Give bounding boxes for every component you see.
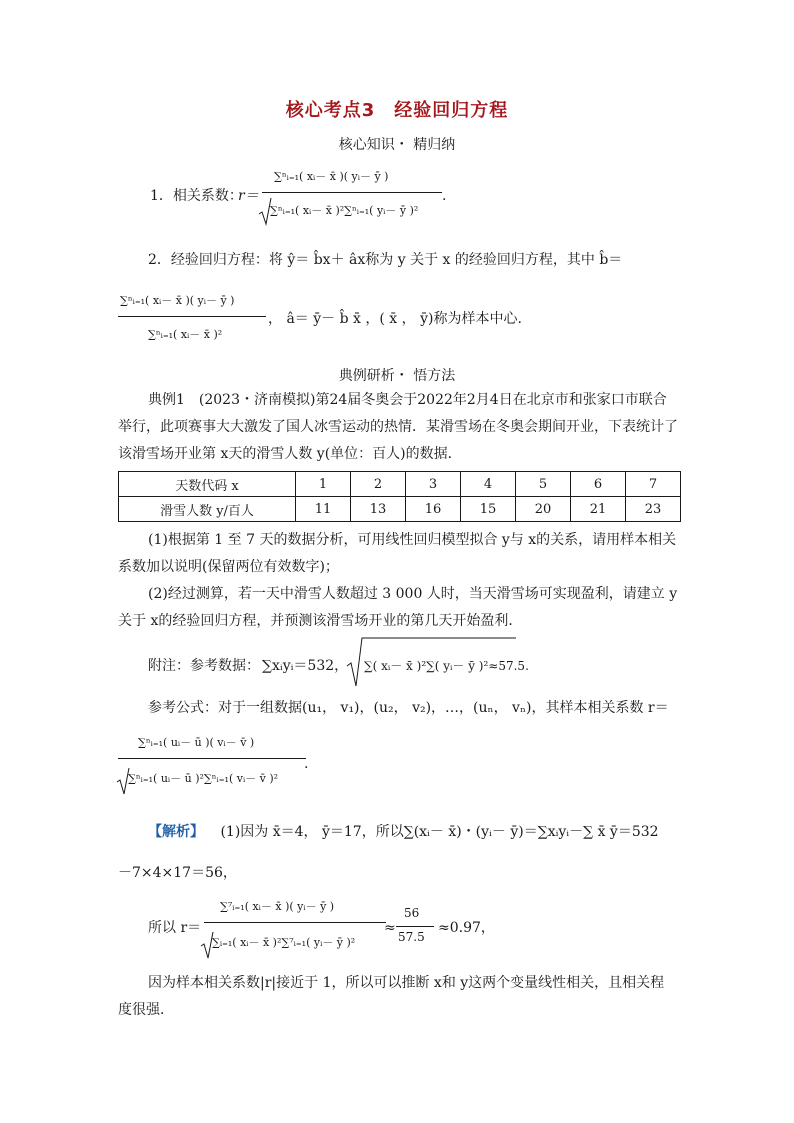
item2-denominator: ∑ⁿᵢ₌₁( xᵢ－ x̄ )²	[148, 328, 223, 341]
solution-line1	[148, 822, 659, 842]
section-heading-examples: 典例研析・ 悟方法	[338, 368, 456, 384]
table-cell: 16	[406, 497, 461, 522]
item1-sqrt-sign	[258, 196, 272, 226]
solution-r-fraction-bar	[204, 922, 386, 923]
data-table	[118, 471, 681, 522]
solution-approx1: ≈	[384, 920, 396, 936]
solution-r-label: 所以 r＝	[148, 920, 202, 936]
question1-line1: (1)根据第 1 至 7 天的数据分析，可用线性回归模型拟合 y与 x的关系，请用样本相关	[148, 532, 677, 548]
solution-r-denominator: ∑ᵢ₌₁( xᵢ－ x̄ )²∑⁷ᵢ₌₁( yᵢ－ ȳ )²	[212, 936, 356, 949]
table-row	[119, 497, 681, 522]
item1-end: .	[442, 188, 447, 204]
solution-numeric-fraction	[396, 906, 436, 950]
question2-line1: (2)经过测算，若一天中滑雪人数超过 3 000 人时，当天滑雪场可实现盈利，请建立 y	[148, 586, 678, 602]
table-cell: 6	[571, 472, 626, 497]
example-line1: 典例1 (2023・济南模拟)第24届冬奥会于2022年2月4日在北京市和张家口市联合	[148, 392, 667, 408]
item1-fraction-bar	[262, 192, 442, 193]
item1-var: r＝	[238, 188, 259, 204]
solution-line2: －7×4×17＝56，	[118, 865, 237, 881]
question2-line2: 关于 x的经验回归方程，并预测该滑雪场开业的第几天开始盈利．	[118, 613, 523, 629]
item1-denominator: ∑ⁿᵢ₌₁( xᵢ－ x̄ )²∑ⁿᵢ₌₁( yᵢ－ ȳ )²	[270, 204, 419, 217]
solution-numeric-numerator: 56	[404, 906, 420, 920]
item2-line1: 2．经验回归方程：将 ŷ＝ b̂x＋ âx称为 y 关于 x 的经验回归方程，其中 b̂＝	[148, 252, 623, 268]
solution-r-fraction	[204, 892, 388, 958]
page-title: 核心考点3 经验回归方程	[285, 100, 509, 121]
table-cell: 5	[516, 472, 571, 497]
appendix-sum1: ∑xᵢyᵢ＝532，	[262, 658, 349, 674]
solution-r-numerator: ∑⁷ᵢ₌₁( xᵢ－ x̄ )( yᵢ－ ȳ )	[220, 900, 335, 913]
section-heading-knowledge: 核心知识・ 精归纳	[338, 137, 456, 153]
solution-bracket: 【解析】	[148, 824, 204, 840]
item1-fraction	[262, 162, 442, 222]
table-cell: 20	[516, 497, 571, 522]
formula-sqrt-sign	[116, 766, 130, 796]
formula-line1: 参考公式：对于一组数据(u₁， v₁)，(u₂， v₂)，…，(uₙ， vₙ)，其样本相关系数 r＝	[148, 700, 669, 716]
table-cell: 2	[351, 472, 406, 497]
table-cell: 3	[406, 472, 461, 497]
conclusion-line1: 因为样本相关系数|r|接近于 1，所以可以推断 x和 y这两个变量线性相关，且相关程	[148, 975, 665, 991]
conclusion-line2: 度很强．	[118, 1002, 174, 1018]
table-row	[119, 472, 681, 497]
example-line3: 该滑雪场开业第 x天的滑雪人数 y(单位：百人)的数据．	[118, 446, 462, 462]
item1-numerator: ∑ⁿᵢ₌₁( xᵢ－ x̄ )( yᵢ－ ȳ )	[274, 170, 389, 183]
table-row1-header: 天数代码 x	[119, 472, 296, 497]
item2-fraction	[118, 288, 268, 344]
table-cell: 7	[626, 472, 681, 497]
table-row2-header: 滑雪人数 y/百人	[119, 497, 296, 522]
solution-line1-text: (1)因为 x̄＝4， ȳ＝17，所以∑(xᵢ－ x̄)・(yᵢ－ ȳ)＝∑xᵢyᵢ－∑ x̄ ȳ＝532	[220, 824, 659, 840]
solution-approx2: ≈0.97，	[438, 920, 495, 936]
formula-denominator: ∑ⁿᵢ₌₁( uᵢ－ ū )²∑ⁿᵢ₌₁( vᵢ－ v̄ )²	[128, 772, 279, 785]
formula-fraction-bar	[118, 758, 306, 759]
item1-label-text: 1．相关系数：	[150, 188, 243, 204]
item1-label	[150, 186, 243, 206]
item2-numerator: ∑ⁿᵢ₌₁( xᵢ－ x̄ )( yᵢ－ ȳ )	[120, 294, 235, 307]
item2-tail: ， â＝ ȳ－ b̂ x̄ ，( x̄ ， ȳ)称为样本中心.	[268, 311, 522, 327]
table-cell: 1	[296, 472, 351, 497]
solution-sqrt-sign	[200, 930, 214, 960]
table-cell: 4	[461, 472, 516, 497]
solution-numeric-bar	[396, 926, 434, 927]
item2-fraction-bar	[118, 316, 266, 317]
table-cell: 13	[351, 497, 406, 522]
table-cell: 15	[461, 497, 516, 522]
appendix-label: 附注：参考数据：	[148, 658, 260, 674]
table-cell: 21	[571, 497, 626, 522]
table-cell: 11	[296, 497, 351, 522]
example-line2: 举行，此项赛事大大激发了国人冰雪运动的热情．某滑雪场在冬奥会期间开业，下表统计了	[118, 419, 678, 435]
question1-line2: 系数加以说明(保留两位有效数字)；	[118, 559, 339, 575]
formula-fraction	[118, 728, 308, 792]
table-cell: 23	[626, 497, 681, 522]
appendix-sqrt-expression: ∑( xᵢ－ x̄ )²∑( yᵢ－ ȳ )²≈57.5.	[364, 659, 529, 673]
formula-numerator: ∑ⁿᵢ₌₁( uᵢ－ ū )( vᵢ－ v̄ )	[138, 736, 255, 749]
formula-end: .	[304, 756, 309, 772]
solution-numeric-denominator: 57.5	[398, 930, 425, 944]
